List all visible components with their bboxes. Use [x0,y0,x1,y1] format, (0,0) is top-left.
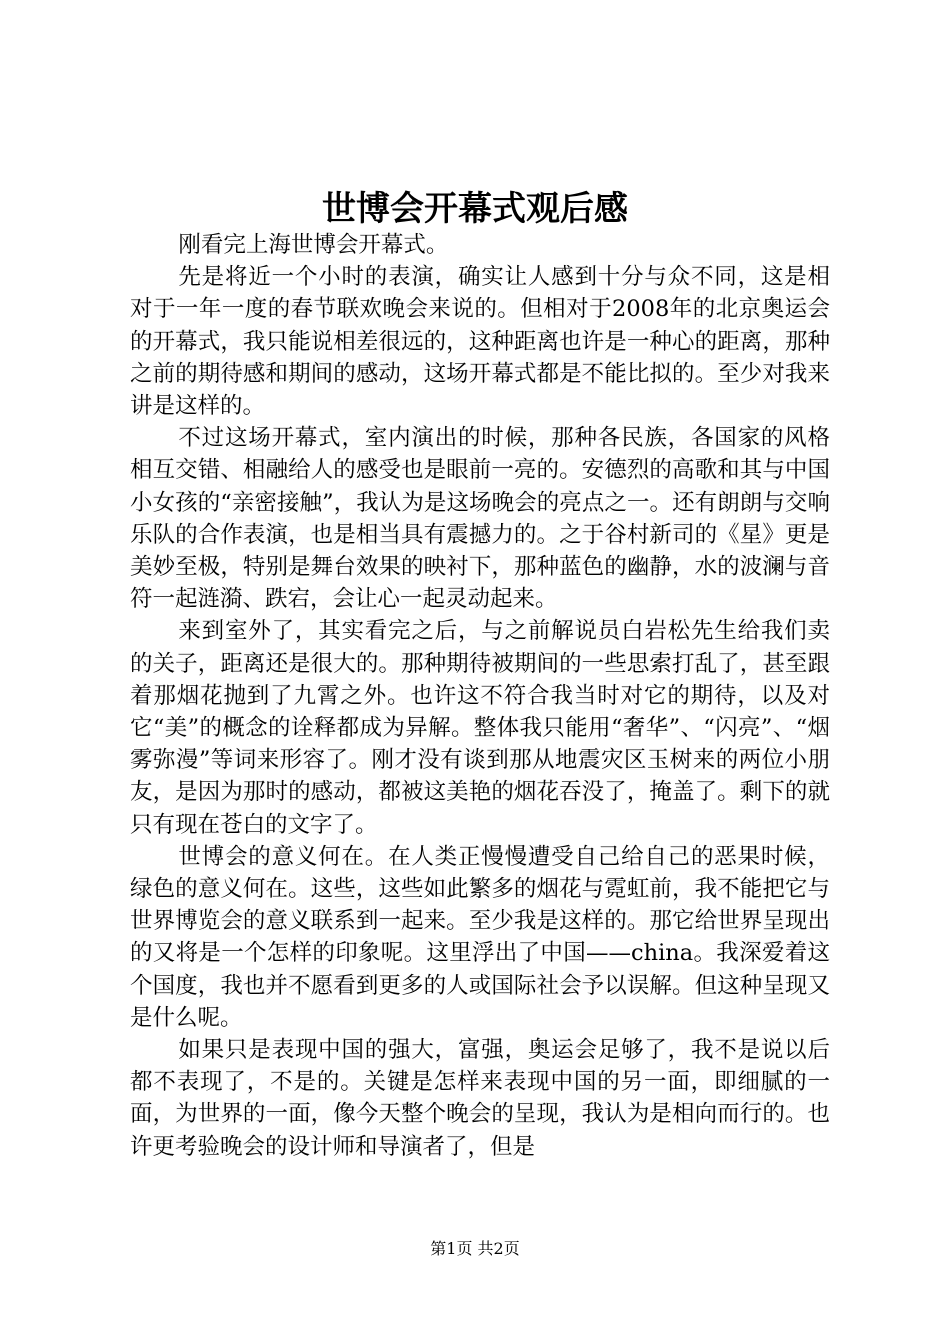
page-footer: 第1页 共2页 [430,1239,520,1258]
paragraph-6: 如果只是表现中国的强大，富强，奥运会足够了，我不是说以后都不表现了，不是的。关键是怎样来表现中国的另一面，即细腻的一面，为世界的一面，像今天整个晚会的呈现，我认为是相向而行的。也许更考验晚会的设计师和导演者了，但是 [130,1037,830,1160]
document-title: 世博会开幕式观后感 [322,189,628,229]
paragraph-4: 来到室外了，其实看完之后，与之前解说员白岩松先生给我们卖的关子，距离还是很大的。那种期待被期间的一些思索打乱了，甚至跟着那烟花抛到了九霄之外。也许这不符合我当时对它的期待，以及对它“美”的概念的诠释都成为异解。整体我只能用“奢华”、“闪亮”、“烟雾弥漫”等词来形容了。刚才没有谈到那从地震灾区玉树来的两位小朋友，是因为那时的感动，都被这美艳的烟花吞没了，掩盖了。剩下的就只有现在苍白的文字了。 [130,618,830,838]
paragraph-1: 刚看完上海世博会开幕式。 [178,232,449,258]
paragraph-3: 不过这场开幕式，室内演出的时候，那种各民族，各国家的风格相互交错、相融给人的感受也是眼前一亮的。安德烈的高歌和其与中国小女孩的“亲密接触”，我认为是这场晚会的亮点之一。还有朗朗与交响乐队的合作表演，也是相当具有震撼力的。之于谷村新司的《星》更是美妙至极，特别是舞台效果的映衬下，那种蓝色的幽静，水的波澜与音符一起涟漪、跌宕，会让心一起灵动起来。 [130,425,830,613]
paragraph-5: 世博会的意义何在。在人类正慢慢遭受自己给自己的恶果时候，绿色的意义何在。这些，这些如此繁多的烟花与霓虹前，我不能把它与世界博览会的意义联系到一起来。至少我是这样的。那它给世界呈现出的又将是一个怎样的印象呢。这里浮出了中国——china。我深爱着这个国度，我也并不愿看到更多的人或国际社会予以误解。但这种呈现又是什么呢。 [130,843,830,1031]
paragraph-2: 先是将近一个小时的表演，确实让人感到十分与众不同，这是相对于一年一度的春节联欢晚会来说的。但相对于2008年的北京奥运会的开幕式，我只能说相差很远的，这种距离也许是一种心的距离，那种之前的期待感和期间的感动，这场开幕式都是不能比拟的。至少对我来讲是这样的。 [130,264,830,420]
document-body [130,229,830,1163]
